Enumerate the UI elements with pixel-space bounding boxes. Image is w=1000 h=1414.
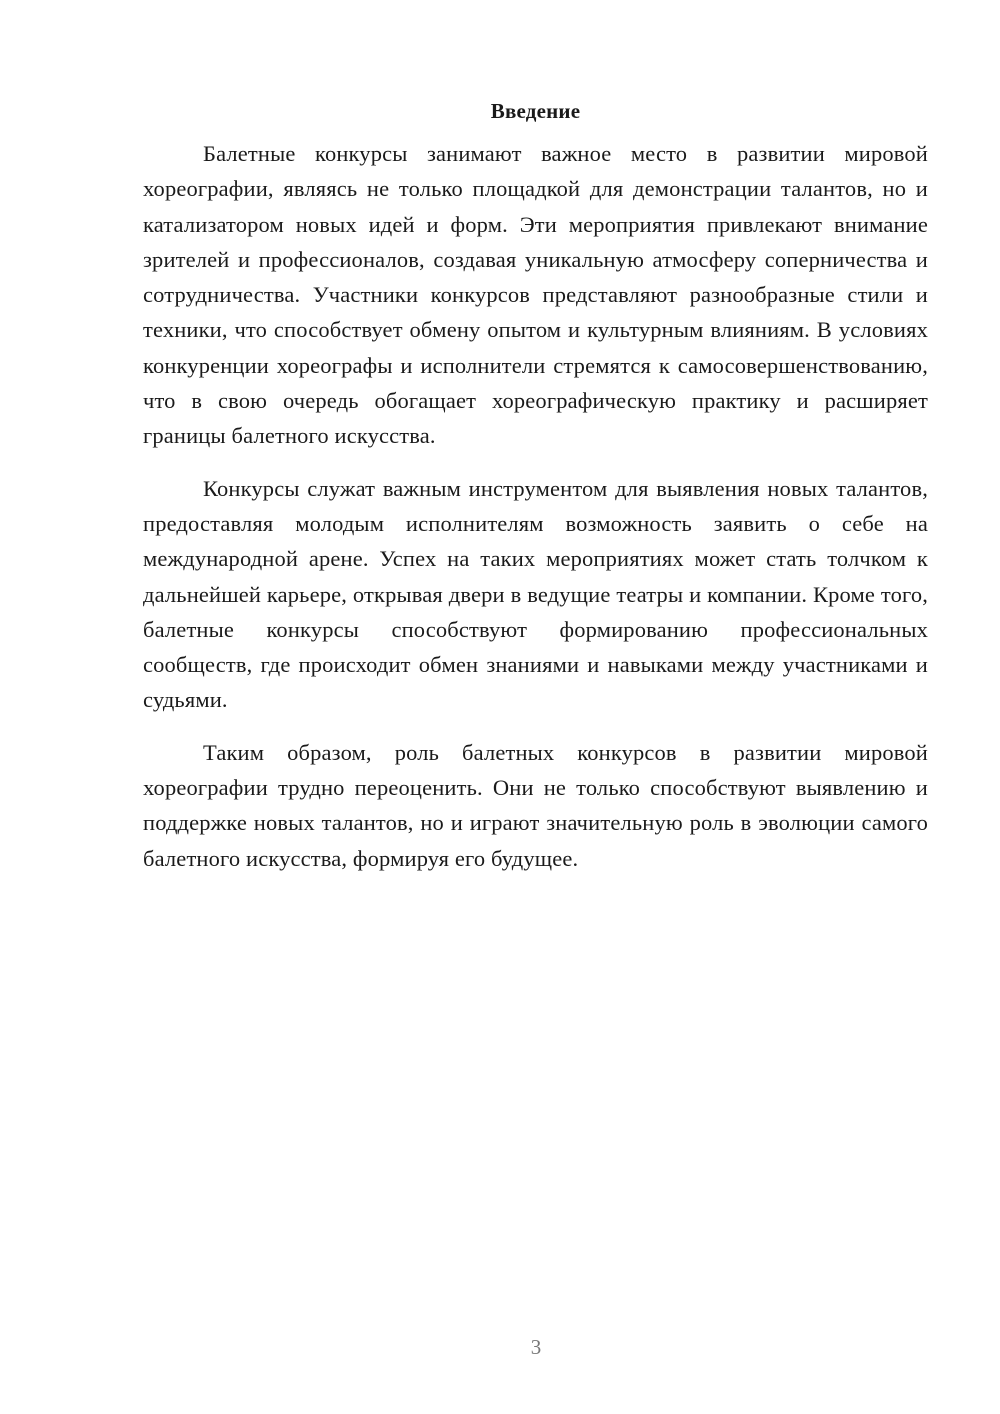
page-number: 3	[530, 1335, 542, 1359]
section-heading: Введение	[490, 99, 581, 123]
paragraph-1: Балетные конкурсы занимают важное место в развитии мировой хореографии, являясь не только площадкой для демонстрации талантов, но и катализатором новых идей и форм. Эти мероприятия привлекают внимание зрителей и профессионалов, создавая уникальную атмосферу соперничества и сотрудничества. Участники конкурсов представляют разнообразные стили и техники, что способствует обмену опытом и культурным влияниям. В условиях конкуренции хореографы и исполнители стремятся к самосовершенствованию, что в свою очередь обогащает хореографическую практику и расширяет границы балетного искусства.	[143, 141, 928, 449]
page-content	[143, 96, 928, 893]
paragraph-2: Конкурсы служат важным инструментом для выявления новых талантов, предоставляя молодым исполнителям возможность заявить о себе на международной арене. Успех на таких мероприятиях может стать толчком к дальнейшей карьере, открывая двери в ведущие театры и компании. Кроме того, балетные конкурсы способствуют формированию профессиональных сообществ, где происходит обмен знаниями и навыками между участниками и судьями.	[143, 475, 928, 713]
paragraph-3: Таким образом, роль балетных конкурсов в развитии мировой хореографии трудно переоценить. Они не только способствуют выявлению и поддержке новых талантов, но и играют значительную роль в эволюции самого балетного искусства, формируя его будущее.	[143, 739, 928, 871]
